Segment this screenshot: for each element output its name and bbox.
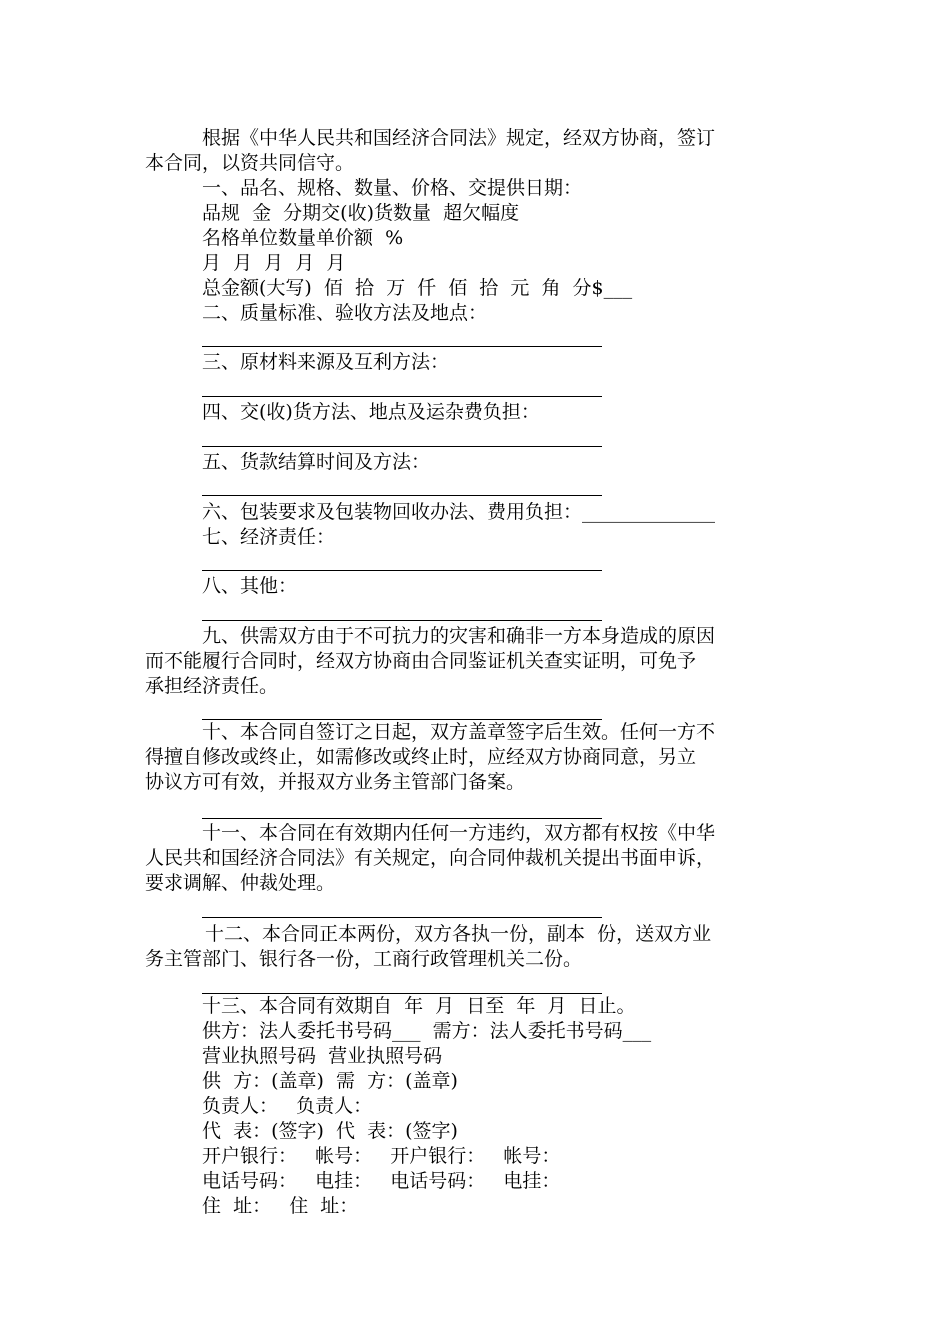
blank-line bbox=[202, 495, 602, 496]
blank-line bbox=[202, 396, 602, 397]
signature-representative-line: 代 表：(签字) 代 表：(签字) bbox=[202, 1120, 458, 1142]
section-5-heading: 五、货款结算时间及方法： bbox=[202, 451, 431, 473]
signature-address-line: 住 址： 住 址： bbox=[202, 1195, 359, 1217]
section-9-line-3: 承担经济责任。 bbox=[145, 675, 279, 697]
section-10-line-1: 十、本合同自签订之日起，双方盖章签字后生效。任何一方不 bbox=[202, 721, 716, 743]
section-3-heading: 三、原材料来源及互利方法： bbox=[202, 351, 450, 373]
blank-line bbox=[202, 818, 602, 819]
signature-authorization-line: 供方：法人委托书号码___ 需方：法人委托书号码___ bbox=[202, 1020, 652, 1042]
section-13-line: 十三、本合同有效期自 年 月 日至 年 月 日止。 bbox=[202, 995, 636, 1017]
signature-person-in-charge-line: 负责人： 负责人： bbox=[202, 1095, 373, 1117]
table-header-row-2: 名格单位数量单价额 % bbox=[202, 227, 404, 249]
blank-line bbox=[202, 570, 602, 571]
section-7-heading: 七、经济责任： bbox=[202, 526, 336, 548]
section-9-line-2: 而不能履行合同时，经双方协商由合同鉴证机关查实证明，可免予 bbox=[145, 650, 697, 672]
section-6-heading: 六、包装要求及包装物回收办法、费用负担：______________ bbox=[202, 501, 716, 523]
signature-phone-line: 电话号码： 电挂： 电话号码： 电挂： bbox=[202, 1170, 561, 1192]
blank-line bbox=[202, 446, 602, 447]
section-4-heading: 四、交(收)货方法、地点及运杂费负担： bbox=[202, 401, 540, 423]
section-12-line-1: 十二、本合同正本两份，双方各执一份，副本 份，送双方业 bbox=[205, 923, 712, 945]
blank-line bbox=[202, 620, 602, 621]
table-month-row: 月 月 月 月 月 bbox=[202, 252, 346, 274]
total-amount-line: 总金额(大写) 佰 拾 万 仟 佰 拾 元 角 分$___ bbox=[202, 277, 633, 299]
table-header-row-1: 品规 金 分期交(收)货数量 超欠幅度 bbox=[202, 202, 520, 224]
section-2-heading: 二、质量标准、验收方法及地点： bbox=[202, 302, 488, 324]
section-11-line-1: 十一、本合同在有效期内任何一方违约，双方都有权按《中华 bbox=[202, 822, 716, 844]
section-11-line-3: 要求调解、仲裁处理。 bbox=[145, 872, 336, 894]
section-10-line-2: 得擅自修改或终止，如需修改或终止时，应经双方协商同意，另立 bbox=[145, 746, 697, 768]
section-1-heading: 一、品名、规格、数量、价格、交提供日期： bbox=[202, 177, 583, 199]
section-12-line-2: 务主管部门、银行各一份，工商行政管理机关二份。 bbox=[145, 948, 583, 970]
intro-line-2: 本合同，以资共同信守。 bbox=[145, 152, 355, 174]
blank-line bbox=[202, 917, 602, 918]
section-10-line-3: 协议方可有效，并报双方业务主管部门备案。 bbox=[145, 771, 526, 793]
blank-line bbox=[202, 346, 602, 347]
signature-bank-line: 开户银行： 帐号： 开户银行： 帐号： bbox=[202, 1145, 561, 1167]
signature-license-line: 营业执照号码 营业执照号码 bbox=[202, 1045, 443, 1067]
section-9-line-1: 九、供需双方由于不可抗力的灾害和确非一方本身造成的原因 bbox=[202, 625, 716, 647]
intro-line-1: 根据《中华人民共和国经济合同法》规定，经双方协商，签订 bbox=[202, 127, 716, 149]
section-11-line-2: 人民共和国经济合同法》有关规定，向合同仲裁机关提出书面申诉， bbox=[145, 847, 716, 869]
signature-seal-line: 供 方：(盖章) 需 方：(盖章) bbox=[202, 1070, 458, 1092]
section-8-heading: 八、其他： bbox=[202, 575, 298, 597]
